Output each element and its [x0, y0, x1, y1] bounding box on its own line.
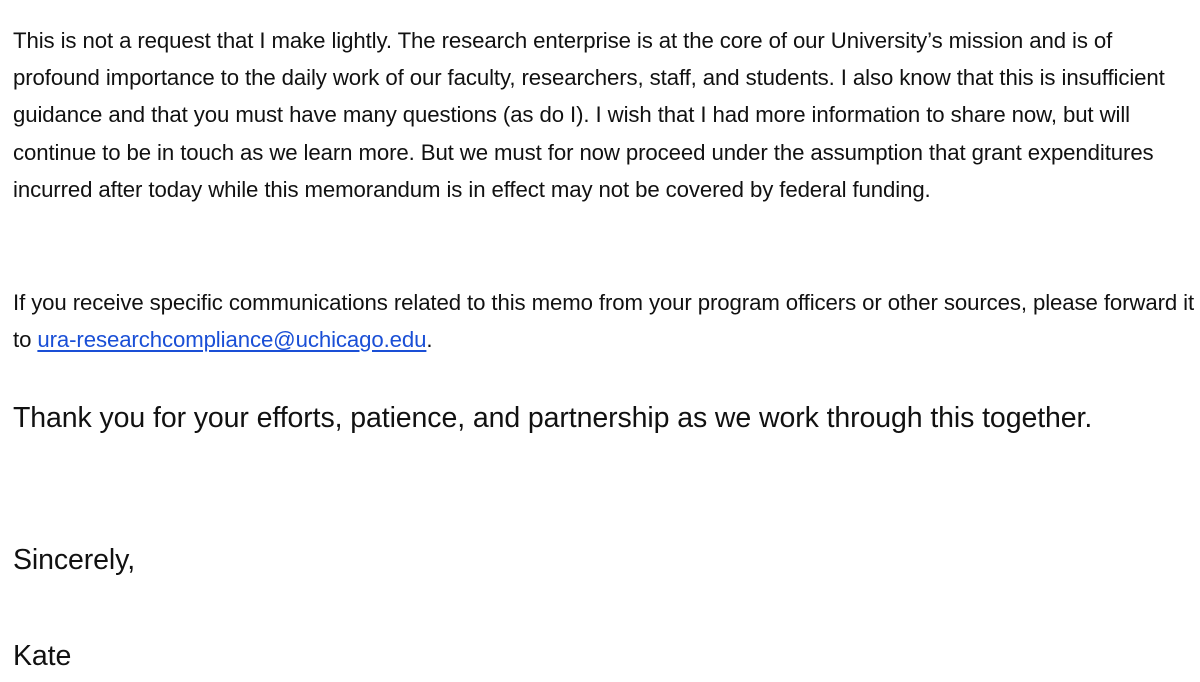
forward-text: If you receive specific communications related to this memo from your program officers or other sources, please forward it to [13, 290, 1195, 353]
forward-period: . [426, 327, 433, 353]
signature-name: Kate [13, 640, 72, 672]
thank-you-paragraph: Thank you for your efforts, patience, and partnership as we work through this together. [13, 402, 1093, 434]
compliance-email-link[interactable]: ura-researchcompliance@uchicago.edu [37, 327, 427, 353]
paragraph-request-context: This is not a request that I make lightly. The research enterprise is at the core of our University’s mission and is of profound importance to the daily work of our faculty, researchers, staff, and students. I also know that this is insufficient guidance and that you must have many questions (as do I). I wish that I had more information to share now, but will continue to be in touch as we learn more. But we must for now proceed under the assumption that grant expenditures incurred after today while this memorandum is in effect may not be covered by federal funding. [13, 28, 1165, 202]
paragraph-forward-instructions [13, 284, 1195, 358]
closing-text: Sincerely, [13, 544, 136, 576]
